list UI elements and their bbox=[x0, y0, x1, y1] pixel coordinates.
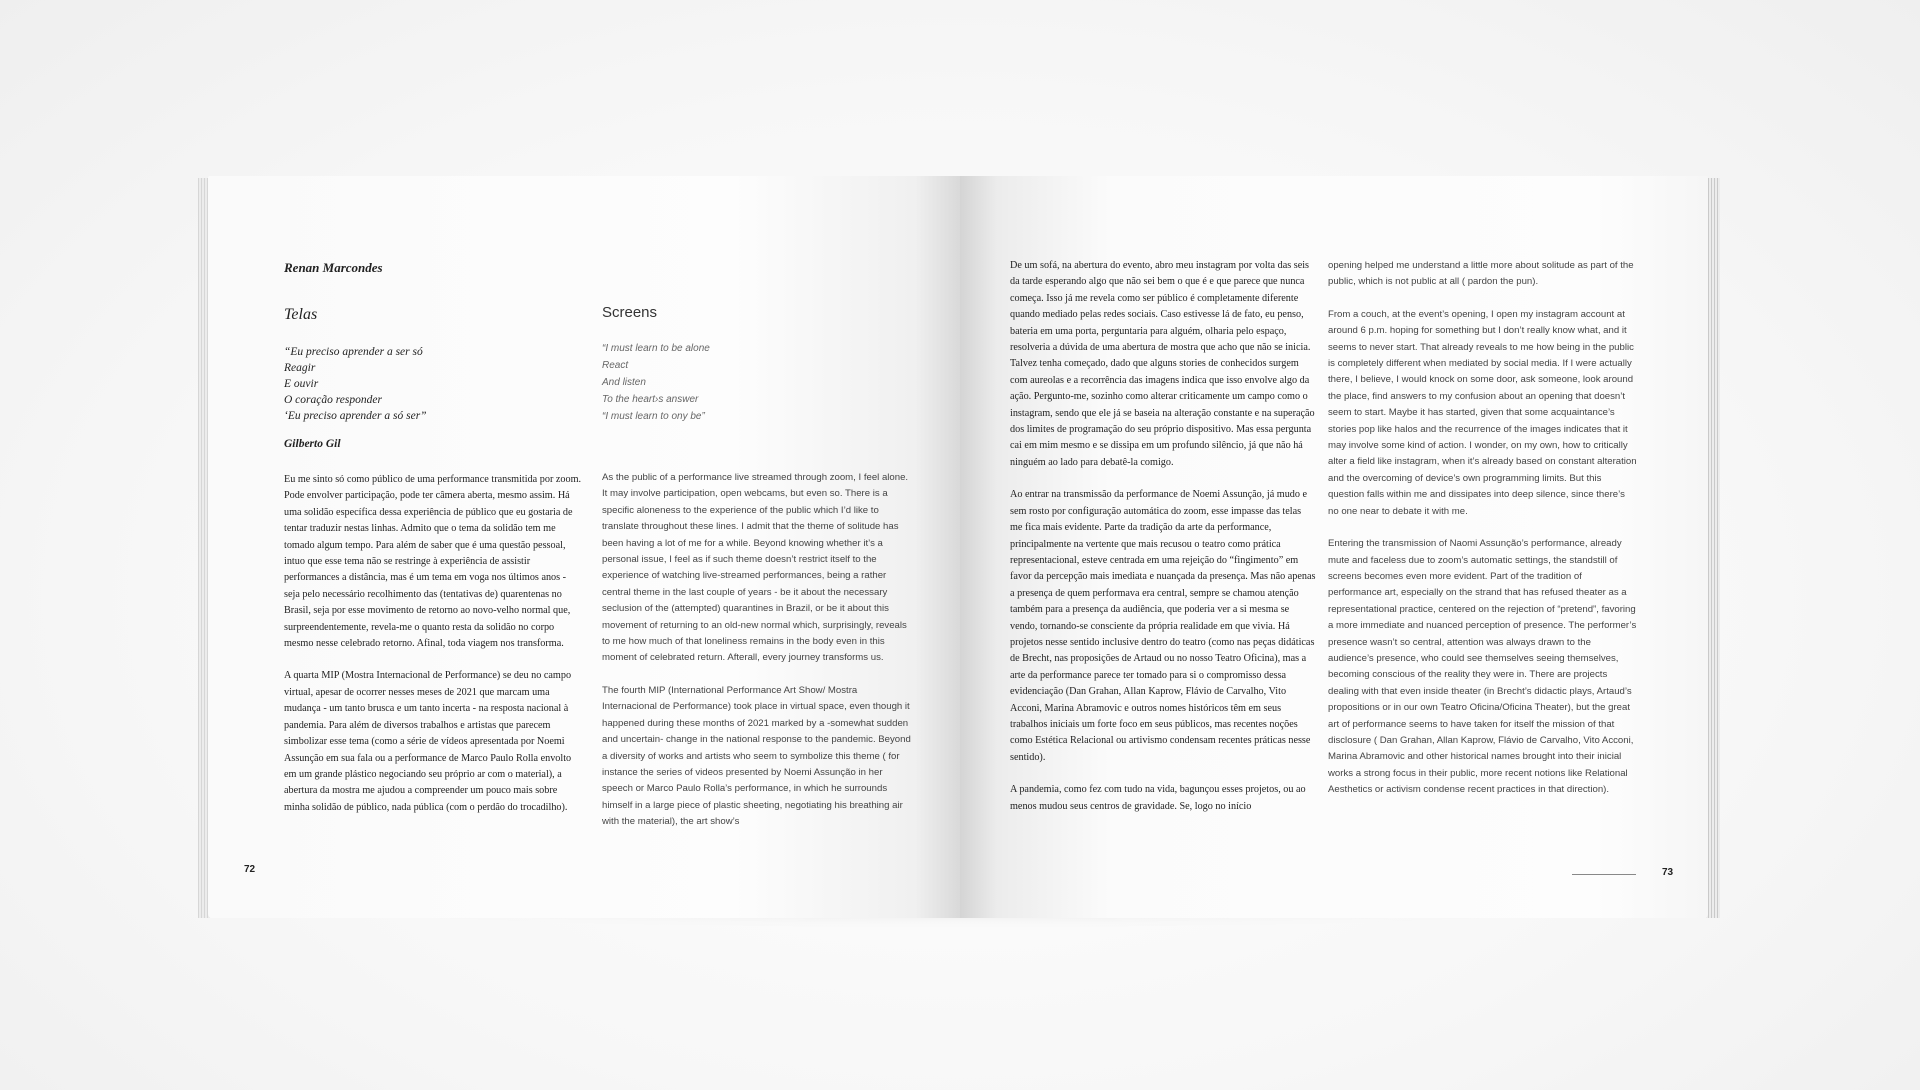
poem-line: To the heart›s answer bbox=[602, 394, 699, 405]
page-number: 73 bbox=[1662, 867, 1674, 878]
footer-rule bbox=[1572, 874, 1636, 875]
poem-line: “I must learn to be alone bbox=[602, 343, 710, 354]
poem-line: “Eu preciso aprender a ser só bbox=[284, 346, 423, 358]
paragraph: opening helped me understand a little more about solitude as part of the public, which is not public at all ( pardon the pun). bbox=[1328, 260, 1634, 288]
paragraph: De um sofá, na abertura do evento, abro meu instagram por volta das seis da tarde esperando algo que não sei bem o que é e que parece que nunca começa. Isso já me revela como ser público é completamente diferente quando mediado pelas redes sociais. Caso estivesse lá de fato, eu penso, bateria em uma porta, perguntaria para alguém, olharia pelo espaço, resolveria a dúvida de uma abertura de mostra que acho que não se inicia. Talvez tenha começado, dado que alguns stories de conhecidos surgem com aureolas e a recorrência das imagens indica que isso envolve algo da ação. Pergunto-me, sozinho como alterar criticamente um campo como o instagram, sendo que ele já se baseia na alteração constante e na superação dos limites de programação do seu próprio dispositivo. Mas essa pergunta cai em mim mesmo e se dissipa em um profundo silêncio, já que não há ninguém ao lado para debatê-la comigo. bbox=[1010, 260, 1315, 468]
text-column-english bbox=[1328, 258, 1638, 799]
poem-line: ‘Eu preciso aprender a só ser” bbox=[284, 410, 427, 422]
page-edge-right bbox=[1706, 178, 1720, 918]
poem-line: Reagir bbox=[284, 362, 316, 374]
paragraph: A quarta MIP (Mostra Internacional de Performance) se deu no campo virtual, apesar de ocorrer nesses meses de 2021 que marcam uma mudança - um tanto brusca e um tanto incerta - na resposta nacional à pandemia. Para além de diversos trabalhos e artistas que parecem simbolizar esse tema (como a série de vídeos apresentada por Noemi Assunção em sua fala ou a performance de Marco Paulo Rolla envolto em um grande plástico negociando seu próprio ar com o material), a abertura da mostra me ajudou a compreender um pouco mais sobre minha solidão de público, nada pública (com o perdão do trocadilho). bbox=[284, 670, 572, 813]
author-name: Renan Marcondes bbox=[284, 260, 383, 275]
paragraph: Ao entrar na transmissão da performance de Noemi Assunção, já mudo e sem rosto por configuração automática do zoom, esse impasse das telas me fica mais evidente. Parte da tradição da arte da performance, principalmente na vertente que mais recusou o teatro como prática representacional, esteve centrada em uma rejeição do “fingimento” em favor da percepção mais imediata e nuançada da presença. Mas não apenas a presença de quem performava era central, sempre se chamou atenção também para a presença da audiência, que poderia ver a si mesma se vendo, tornando-se consciente da própria realidade em que vivia. Há projetos nesse sentido inclusive dentro do teatro (como nas peças didáticas de Brecht, nas proposições de Artaud ou no nosso Teatro Oficina), mas a arte da performance parece ter tomado para si o compromisso dessa evidenciação (Dan Grahan, Allan Kaprow, Flávio de Carvalho, Vito Acconi, Marina Abramovic e outros nomes históricos têm em seus trabalhos iniciais um forte foco em seus públicos, mas recentes noções como Estética Relacional ou artivismo condensam recentes práticas nesse sentido). bbox=[1010, 489, 1316, 763]
text-column-portuguese bbox=[1010, 258, 1316, 815]
text-column-portuguese bbox=[284, 472, 582, 816]
paragraph: The fourth MIP (International Performance Art Show/ Mostra Internacional de Performance) took place in virtual space, even though it happened during these months of 2021 marked by a -somewhat sudden and uncertain- change in the national response to the pandemic. Beyond a diversity of works and artists who seem to symbolize this theme ( for instance the series of videos presented by Noemi Assunção in her speech or Marco Paulo Rolla’s performance, in which he surrounds himself in a large piece of plastic sheeting, negotiating his breathing air with the material), the art show’s bbox=[602, 684, 911, 828]
title-portuguese: Telas bbox=[284, 306, 318, 323]
paragraph: From a couch, at the event’s opening, I open my instagram account at around 6 p.m. hoping for something but I don’t really know what, and it seems to never start. That already reveals to me how being in the public is completely different when mediated by social media. If I were actually there, I believe, I would knock on some door, ask someone, look around the place, find answers to my confusion about an opening that doesn’t seem to start. Maybe it has started, given that some acquaintance’s stories pop like halos and the recurrence of the images indicates that it may involve some kind of action. I wonder, on my own, how to critically alter a field like instagram, when it’s already based on constant alteration and the overcoming of device’s own programming limits. But this question falls within me and dissipates into deep silence, since there’s no one near to debate it with me. bbox=[1328, 308, 1637, 517]
poem-line: E ouvir bbox=[284, 378, 319, 390]
poem-english bbox=[602, 340, 710, 425]
left-page bbox=[208, 176, 960, 918]
page-number: 72 bbox=[244, 864, 256, 875]
paragraph: As the public of a performance live streamed through zoom, I feel alone. It may involve participation, open webcams, but even so. There is a specific aloneness to the experience of the public which I’d like to translate throughout these lines. I admit that the theme of solitude has been having a lot of me for a while. Beyond knowing whether it’s a personal issue, I feel as if such theme doesn’t restrict itself to the experience of watching live-streamed performances, being a rather central theme in the last couple of years - be it about the necessary seclusion of the (attempted) quarantines in Brazil, or be it about this movement of returning to an old-new normal which, surprisingly, reveals to me how much of that loneliness remains in the body even in this moment of celebrated return. Afterall, every journey transforms us. bbox=[602, 472, 909, 664]
poem-line: And listen bbox=[602, 377, 646, 388]
poem-line: React bbox=[602, 360, 629, 371]
text-column-english bbox=[602, 470, 912, 831]
paragraph: Eu me sinto só como público de uma performance transmitida por zoom. Pode envolver participação, pode ter câmera aberta, mesmo assim. Há uma solidão específica dessa experiência de público que eu gostaria de tentar traduzir nestas linhas. Admito que o tema da solidão tem me tomado algum tempo. Para além de saber que é uma questão pessoal, intuo que esse tema não se restringe à experiência de assistir performances a distância, mas é um tema em voga nos últimos anos - seja pelo necessário recolhimento das (tentativas de) quarentenas no Brasil, seja por esse movimento de retorno ao novo-velho normal que, surpreendentemente, revela-me o quanto resta da solidão no corpo mesmo nesse celebrado retorno. Afinal, toda viagem nos transforma. bbox=[284, 474, 582, 650]
right-page bbox=[960, 176, 1708, 918]
poem-portuguese bbox=[284, 344, 427, 424]
poem-author: Gilberto Gil bbox=[284, 438, 341, 450]
paragraph: A pandemia, como fez com tudo na vida, bagunçou esses projetos, ou ao menos mudou seus centros de gravidade. Se, logo no início bbox=[1010, 784, 1306, 812]
paragraph: Entering the transmission of Naomi Assunção’s performance, already mute and faceless due to zoom’s automatic settings, the standstill of screens becomes even more evident. Part of the tradition of performance art, especially on the strand that has refused theater as a representational practice, centered on the rejection of “pretend”, favoring a more immediate and nuanced perception of presence. The performer’s presence wasn’t so central, attention was always drawn to the audience’s presence, who could see themselves seeing themselves, becoming conscious of the reality they were in. There are projects dealing with that even inside theater (in Brecht’s didactic plays, Artaud’s propositions or in our own Teatro Oficina/Oficina Theater), but the great art of performance seems to have taken for itself the mission of that disclosure ( Dan Grahan, Allan Kaprow, Flávio de Carvalho, Vito Acconi, Marina Abramovic and other historical names brought into their inicial works a strong focus in their public, more recent notions like Relational Aesthetics or activism condense recent practices in that direction). bbox=[1328, 538, 1637, 796]
poem-line: “I must learn to ony be” bbox=[602, 411, 705, 422]
poem-line: O coração responder bbox=[284, 394, 382, 406]
title-english: Screens bbox=[602, 304, 658, 321]
